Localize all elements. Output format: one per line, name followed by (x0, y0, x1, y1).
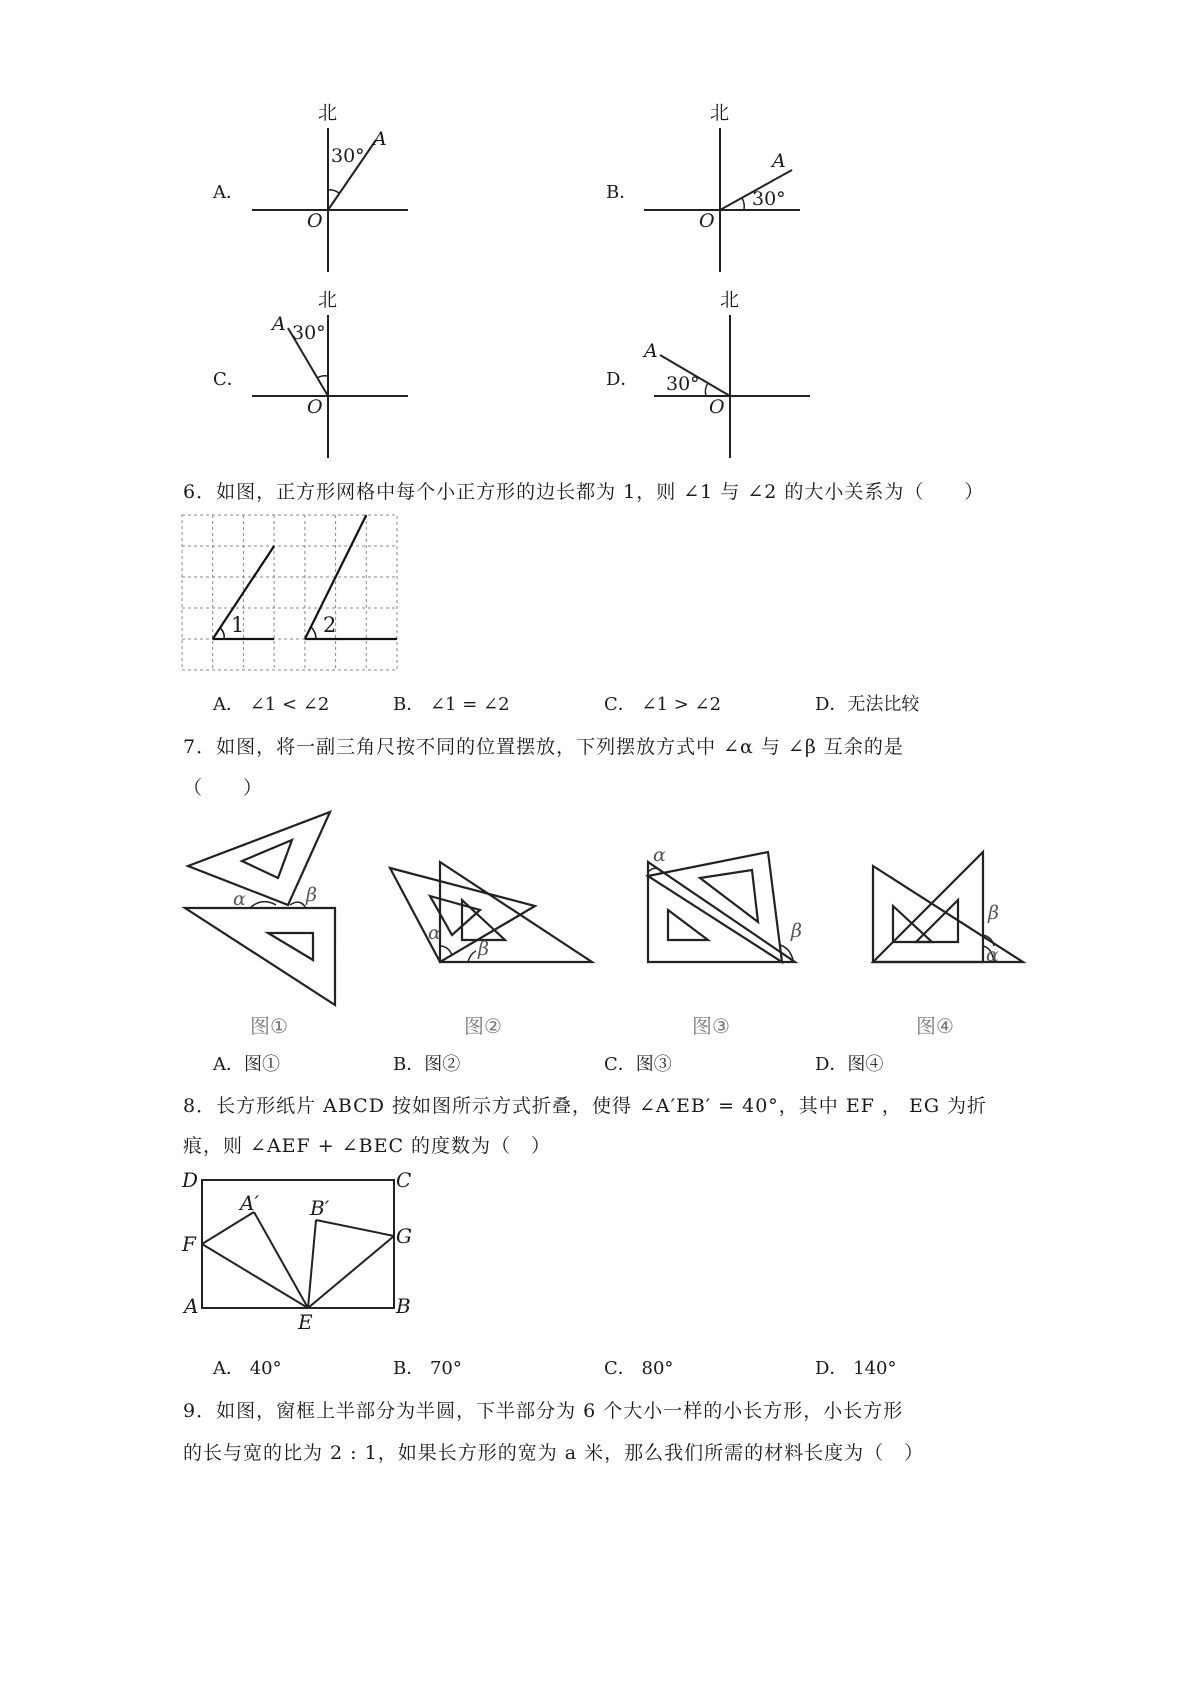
question-7-stem: 7．如图，将一副三角尺按不同的位置摆放，下列摆放方式中 ∠α 与 ∠β 互余的是 (183, 736, 904, 758)
fig1-alpha-label: α (233, 888, 246, 910)
point-a-label: A (272, 313, 286, 335)
option-letter: B． (606, 182, 638, 203)
q7-option-a[interactable]: A．图① (213, 1054, 280, 1075)
q7-option-d[interactable]: D．图④ (815, 1054, 884, 1075)
angle-label: 30° (331, 145, 365, 167)
q8-option-d[interactable]: D． 140° (815, 1358, 897, 1379)
point-e-label: E (298, 1310, 313, 1334)
question-9-stem-line2: 的长与宽的比为 2 : 1，如果长方形的宽为 a 米，那么我们所需的材料长度为（ ） (183, 1442, 925, 1464)
option-letter: D． (606, 369, 639, 390)
question-7-paren: （ ） (183, 777, 264, 799)
fig4-alpha-label: α (986, 944, 999, 966)
fig1-beta-label: β (306, 884, 317, 906)
q6-option-a[interactable]: A． ∠1 < ∠2 (213, 694, 330, 715)
point-c-label: C (396, 1168, 412, 1192)
fig2-alpha-label: α (428, 922, 441, 944)
figure-3-caption: 图③ (692, 1014, 730, 1038)
option-letter: A． (213, 182, 244, 203)
point-a-prime-label: A′ (240, 1191, 259, 1215)
question-8-stem-line2: 痕，则 ∠AEF + ∠BEC 的度数为（ ） (183, 1135, 552, 1157)
figure-2-caption: 图② (464, 1014, 502, 1038)
north-label: 北 (720, 289, 740, 311)
question-6-stem: 6．如图，正方形网格中每个小正方形的边长都为 1，则 ∠1 与 ∠2 的大小关系为（ ） (183, 481, 985, 503)
angle-label: 30° (752, 188, 786, 210)
north-label: 北 (318, 289, 338, 311)
point-b-label: B (396, 1294, 411, 1318)
point-b-prime-label: B′ (310, 1196, 330, 1220)
figure-1-caption: 图① (250, 1014, 288, 1038)
rectangle-fold-figure (0, 0, 1, 1)
figure-4-caption: 图④ (916, 1014, 954, 1038)
q7-option-c[interactable]: C．图③ (604, 1054, 672, 1075)
point-o-label: O (699, 210, 715, 232)
question-8-stem-line1: 8．长方形纸片 ABCD 按如图所示方式折叠，使得 ∠A′EB′ = 40°，其中 EF ， EG 为折 (183, 1095, 988, 1117)
fig3-alpha-label: α (653, 844, 666, 866)
q6-option-d[interactable]: D．无法比较 (815, 694, 920, 715)
point-o-label: O (709, 396, 725, 418)
fig4-beta-label: β (988, 902, 999, 924)
point-a-label: A (772, 150, 786, 172)
q6-option-b[interactable]: B． ∠1 = ∠2 (393, 694, 510, 715)
option-letter: C． (213, 369, 245, 390)
q8-option-c[interactable]: C． 80° (604, 1358, 674, 1379)
q8-option-a[interactable]: A． 40° (213, 1358, 282, 1379)
point-a-label: A (373, 128, 387, 150)
point-d-label: D (182, 1168, 199, 1192)
q6-option-c[interactable]: C． ∠1 > ∠2 (604, 694, 722, 715)
q8-option-b[interactable]: B． 70° (393, 1358, 462, 1379)
fig2-beta-label: β (478, 938, 489, 960)
point-a-label: A (184, 1294, 199, 1318)
question-9-stem-line1: 9．如图，窗框上半部分为半圆，下半部分为 6 个大小一样的小长方形，小长方形 (183, 1400, 904, 1422)
angle-label: 30° (292, 322, 326, 344)
north-label: 北 (710, 102, 730, 124)
point-f-label: F (182, 1232, 196, 1256)
point-a-label: A (644, 340, 658, 362)
angle-1-label: 1 (231, 613, 245, 637)
point-g-label: G (396, 1224, 412, 1248)
angle-label: 30° (666, 373, 700, 395)
point-o-label: O (307, 210, 323, 232)
angle-2-label: 2 (323, 613, 337, 637)
point-o-label: O (307, 396, 323, 418)
north-label: 北 (318, 102, 338, 124)
q7-option-b[interactable]: B．图② (393, 1054, 461, 1075)
fig3-beta-label: β (791, 920, 802, 942)
